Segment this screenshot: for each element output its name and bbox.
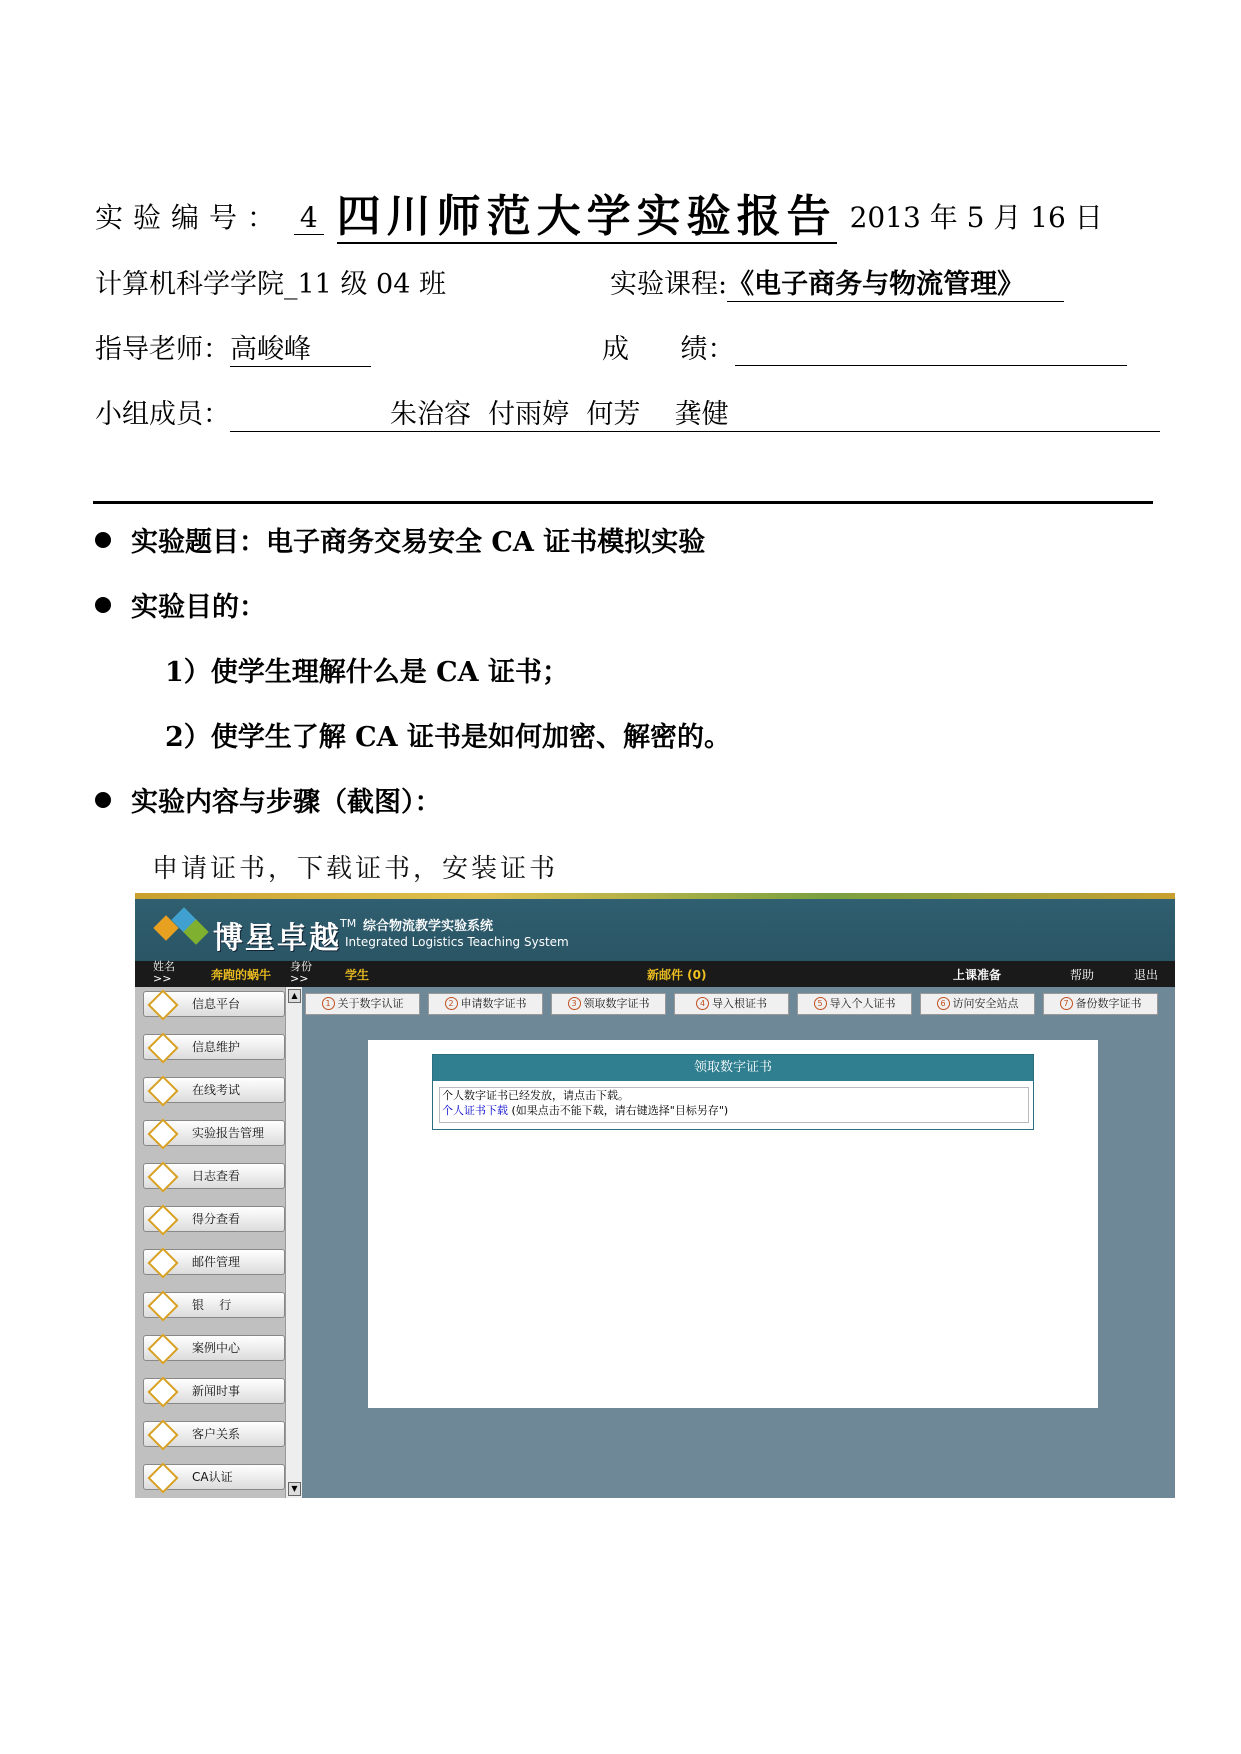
dollar-icon [147, 1204, 178, 1235]
scroll-up-icon[interactable]: ▲ [288, 989, 301, 1003]
prepare-link[interactable]: 上课准备 [953, 968, 1002, 982]
sidebar-item-news[interactable]: 新闻时事 [143, 1378, 285, 1404]
teacher: 高峻峰 [230, 327, 371, 367]
system-header [135, 899, 1175, 961]
panel-message: 个人数字证书已经发放，请点击下载。 [442, 1089, 629, 1102]
user-name: 奔跑的蜗牛 [211, 968, 272, 982]
sidebar-item-report-manage[interactable]: 实验报告管理 [143, 1120, 285, 1146]
download-cert-link[interactable]: 个人证书下载 [442, 1104, 508, 1117]
sidebar-item-info-platform[interactable]: 信息平台 [143, 991, 285, 1017]
steps-note: 申请证书，下载证书，安装证书 [152, 854, 559, 884]
sidebar-item-score-view[interactable]: 得分查看 [143, 1206, 285, 1232]
course-label: 实验课程: [610, 269, 728, 300]
panel-title: 领取数字证书 [433, 1055, 1033, 1081]
score-blank [735, 337, 1127, 366]
exit-link[interactable]: 退出 [1134, 968, 1159, 982]
system-screenshot [135, 893, 1175, 1498]
step-tabs [305, 993, 1175, 1015]
college-line [95, 262, 446, 301]
dollar-icon [147, 1290, 178, 1321]
mail-link[interactable]: 新邮件 (0) [647, 968, 707, 982]
edit-icon [147, 1075, 178, 1106]
topic [95, 520, 705, 559]
score-line [602, 327, 1127, 366]
panel-body [439, 1087, 1029, 1123]
tab-about-cert[interactable]: 1 关于数字认证 [305, 993, 420, 1015]
score-label: 成 绩： [602, 334, 735, 365]
system-name-en: Integrated Logistics Teaching System [345, 935, 569, 949]
search-icon [147, 1376, 178, 1407]
purpose-item-2: 2）使学生了解 CA 证书是如何加密、解密的。 [165, 722, 732, 753]
search-icon [147, 1247, 178, 1278]
window-icon [147, 1419, 178, 1450]
divider [93, 501, 1153, 504]
purpose-item-1: 1）使学生理解什么是 CA 证书； [165, 657, 570, 688]
members: 朱治容 付雨婷 何芳 龚健 [230, 392, 1160, 432]
tab-receive-cert[interactable]: 3 领取数字证书 [551, 993, 666, 1015]
sidebar-item-bank[interactable]: 银 行 [143, 1292, 285, 1318]
report-date: 2013 年 5 月 16 日 [849, 201, 1103, 234]
window-icon [147, 1032, 178, 1063]
bullet-icon [95, 792, 111, 808]
exp-no-label: 实验编号： [95, 201, 286, 234]
exp-no: 4 [294, 201, 324, 235]
edit-icon [147, 989, 178, 1020]
report-title: 四川师范大学实验报告 [336, 191, 837, 242]
content-text: 实验内容与步骤（截图）： [131, 787, 442, 818]
teacher-line [95, 327, 371, 367]
window-icon [147, 1462, 178, 1493]
sidebar-item-ca-auth[interactable]: CA认证 [143, 1464, 285, 1490]
sidebar-item-mail-manage[interactable]: 邮件管理 [143, 1249, 285, 1275]
sidebar [135, 987, 285, 1498]
user-role: 学生 [345, 968, 370, 982]
college: 计算机科学学院_11 级 04 班 [95, 269, 446, 300]
members-line [95, 392, 1160, 432]
content-area [368, 1040, 1098, 1408]
logo-text: 博星卓越 [213, 921, 341, 956]
sidebar-scrollbar[interactable] [285, 987, 302, 1498]
sidebar-item-customer[interactable]: 客户关系 [143, 1421, 285, 1447]
dollar-icon [147, 1118, 178, 1149]
bullet-icon [95, 532, 111, 548]
sidebar-item-info-maintain[interactable]: 信息维护 [143, 1034, 285, 1060]
tab-apply-cert[interactable]: 2 申请数字证书 [428, 993, 543, 1015]
sidebar-item-online-exam[interactable]: 在线考试 [143, 1077, 285, 1103]
report-header [95, 180, 1103, 244]
purpose-text: 实验目的： [131, 592, 266, 623]
bullet-icon [95, 597, 111, 613]
system-name-cn: 综合物流教学实验系统 [363, 919, 494, 934]
folder-icon [147, 1333, 178, 1364]
course-line [610, 262, 1064, 302]
topic-text: 实验题目：电子商务交易安全 CA 证书模拟实验 [131, 527, 706, 558]
trademark: TM [340, 917, 357, 930]
scroll-down-icon[interactable]: ▼ [288, 1482, 301, 1496]
tab-backup-cert[interactable]: 7 备份数字证书 [1043, 993, 1158, 1015]
help-link[interactable]: 帮助 [1070, 968, 1095, 982]
info-icon [147, 1161, 178, 1192]
receive-cert-panel [432, 1054, 1034, 1130]
purpose [95, 585, 266, 624]
content [95, 780, 442, 819]
role-label: 身份 >> [290, 960, 312, 985]
download-hint: (如果点击不能下载，请右键选择"目标另存") [511, 1104, 729, 1117]
sidebar-item-case-center[interactable]: 案例中心 [143, 1335, 285, 1361]
name-label: 姓名 >> [153, 960, 175, 985]
tab-import-root[interactable]: 4 导入根证书 [674, 993, 789, 1015]
sidebar-item-log-view[interactable]: 日志查看 [143, 1163, 285, 1189]
nav-bar [135, 961, 1175, 987]
teacher-label: 指导老师： [95, 334, 230, 365]
members-label: 小组成员： [95, 399, 230, 430]
course: 《电子商务与物流管理》 [727, 262, 1064, 302]
tab-import-personal[interactable]: 5 导入个人证书 [797, 993, 912, 1015]
tab-secure-site[interactable]: 6 访问安全站点 [920, 993, 1035, 1015]
